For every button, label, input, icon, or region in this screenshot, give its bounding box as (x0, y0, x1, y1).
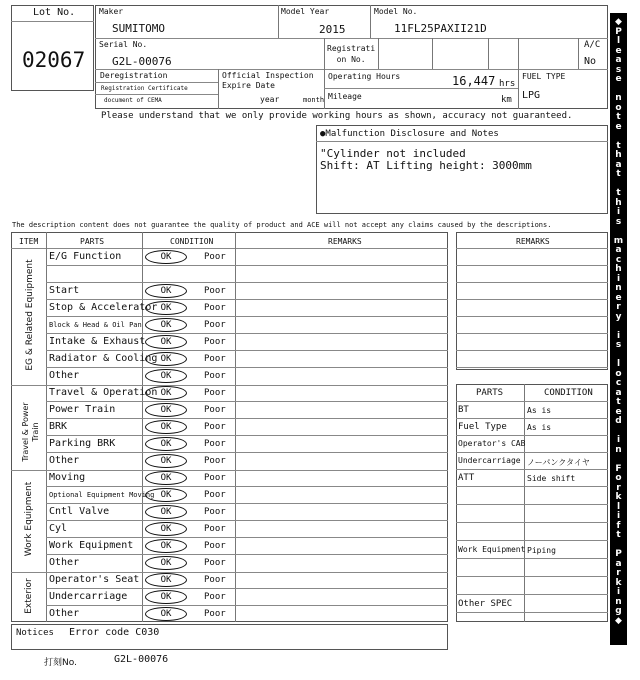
spec-part: Work Equipment (458, 545, 526, 554)
sidebar-char: i (616, 273, 621, 284)
part-label: Power Train (49, 404, 116, 415)
ok-circle: OK (145, 369, 187, 383)
poor-option: Poor (204, 473, 226, 483)
sidebar-char: s (615, 64, 622, 75)
ac-label: A/C (584, 40, 601, 50)
sidebar-char: f (616, 520, 621, 531)
ok-circle: OK (145, 522, 187, 536)
ok-circle: OK (145, 335, 187, 349)
malfunction-line1: "Cylinder not included (320, 147, 466, 160)
spec-condition: Piping (527, 546, 556, 555)
poor-option: Poor (204, 524, 226, 534)
sidebar-char: t (616, 397, 621, 407)
ok-circle: OK (145, 284, 187, 298)
spec-condition: As is (527, 423, 552, 432)
ok-circle: OK (145, 454, 187, 468)
sidebar-char: c (615, 378, 622, 388)
spec-table (456, 384, 608, 622)
sidebar-char: o (615, 368, 622, 379)
mileage-label: Mileage (328, 92, 362, 101)
sidebar-char: n (615, 444, 622, 455)
disclaimer: The description content does not guarantee the quality of product and ACE will not accept any claims caused by the descriptions. (12, 221, 552, 229)
sidebar-char: a (615, 159, 622, 170)
sidebar-char: i (616, 207, 621, 217)
sidebar-char: t (616, 530, 621, 540)
lot-label: Lot No. (33, 7, 76, 18)
group-travel: Travel & Power Train (21, 402, 40, 462)
cema-label: document of CEMA (104, 97, 162, 104)
part-label: Cntl Valve (49, 506, 110, 517)
sidebar-char: o (615, 102, 622, 113)
poor-option: Poor (204, 575, 226, 585)
group-work: Work Equipment (24, 481, 34, 557)
sidebar-char: a (615, 558, 622, 569)
ok-circle: OK (145, 301, 187, 315)
sidebar-char: e (615, 292, 622, 303)
sidebar-char: r (616, 482, 621, 493)
spec-part: Other SPEC (458, 599, 513, 609)
part-label: Block & Head & Oil Pan (49, 321, 142, 329)
sidebar-char: i (616, 435, 621, 445)
header-condition: CONDITION (170, 237, 214, 246)
sidebar-char: ◆ (615, 615, 622, 626)
year-label: year (260, 95, 280, 104)
sidebar-char: i (616, 587, 621, 597)
sidebar-char: t (616, 169, 621, 179)
sidebar-char: r (616, 302, 621, 312)
sidebar-char: c (615, 254, 622, 265)
part-label: Other (49, 608, 80, 619)
sidebar-char: h (615, 264, 622, 274)
sidebar-char: l (616, 36, 621, 46)
sidebar-char: m (613, 235, 624, 246)
sidebar-char: k (615, 577, 622, 588)
sidebar-char: o (615, 473, 622, 483)
ac-value: No (584, 56, 597, 67)
registration-cert-label: Registration Certificate (101, 85, 188, 92)
spec-part: Operator's CAB (458, 439, 526, 448)
spec-condition: As is (527, 406, 552, 415)
sidebar-char: g (615, 606, 622, 616)
poor-option: Poor (204, 541, 226, 551)
sidebar-char: a (615, 55, 622, 65)
sidebar-char: P (615, 26, 622, 37)
deregistration-label: Deregistration (100, 71, 168, 80)
ok-circle: OK (145, 403, 187, 417)
fuel-type-label: FUEL TYPE (522, 72, 566, 81)
poor-option: Poor (204, 303, 226, 313)
part-label: Intake & Exhaust (49, 336, 146, 347)
maker-value: SUMITOMO (112, 22, 165, 35)
poor-option: Poor (204, 405, 226, 415)
sidebar-char: k (615, 492, 622, 502)
spec-condition: ノーパンクタイヤ (527, 458, 590, 467)
stamp-value: G2L-00076 (114, 654, 169, 665)
model-no-value: 11FL25PAXII21D (394, 22, 487, 35)
sidebar-char: h (615, 197, 622, 208)
part-label: Other (49, 455, 80, 466)
poor-option: Poor (204, 456, 226, 466)
lot-number: 02067 (22, 48, 86, 72)
sidebar-char: h (615, 150, 622, 160)
working-hours-notice: Please understand that we only provide working hours as shown, accuracy not guaranteed. (101, 111, 573, 121)
hrs-unit: hrs (499, 79, 516, 89)
maker-label: Maker (99, 7, 124, 16)
header-parts: PARTS (80, 237, 105, 246)
spec-part: Undercarriage (458, 456, 521, 465)
part-label: Travel & Operation (49, 387, 158, 398)
ok-circle: OK (145, 539, 187, 553)
location-sidebar (610, 13, 627, 645)
spec-part: BT (458, 405, 469, 415)
ok-circle: OK (145, 471, 187, 485)
operating-hours-value: 16,447 (452, 74, 496, 88)
right-header-remarks: REMARKS (516, 237, 550, 246)
ok-circle: OK (145, 607, 187, 621)
poor-option: Poor (204, 337, 226, 347)
group-exterior: Exterior (24, 578, 34, 614)
sidebar-char: l (616, 359, 621, 369)
model-year-label: Model Year (281, 7, 330, 16)
part-label: Cyl (49, 523, 68, 534)
header-remarks: REMARKS (328, 237, 362, 246)
part-label: Other (49, 370, 80, 381)
malfunction-line2: Shift: AT Lifting height: 3000mm (320, 159, 532, 172)
registration-label: Registrati on No. (327, 44, 376, 64)
spec-header-condition: CONDITION (544, 388, 593, 398)
ok-circle: OK (145, 573, 187, 587)
poor-option: Poor (204, 592, 226, 602)
poor-option: Poor (204, 286, 226, 296)
part-label: Other (49, 557, 80, 568)
sidebar-char: n (615, 283, 622, 293)
sidebar-char: e (615, 45, 622, 56)
sidebar-char: t (616, 112, 621, 122)
spec-condition: Side shift (527, 474, 576, 483)
header-item: ITEM (19, 237, 39, 246)
fuel-type-value: LPG (522, 90, 541, 101)
part-label: Start (49, 285, 80, 296)
poor-option: Poor (204, 490, 226, 500)
sidebar-char: d (615, 416, 622, 426)
malfunction-title: ●Malfunction Disclosure and Notes (320, 129, 499, 139)
sidebar-char: a (615, 387, 622, 398)
ok-circle: OK (145, 590, 187, 604)
sidebar-char: a (615, 245, 622, 255)
poor-option: Poor (204, 439, 226, 449)
sidebar-char: t (616, 188, 621, 198)
ok-circle: OK (145, 250, 187, 264)
sidebar-char: n (615, 596, 622, 607)
serial-value: G2L-00076 (112, 55, 172, 68)
ok-circle: OK (145, 386, 187, 400)
part-label: Optional Equipment Moving (49, 491, 155, 499)
sidebar-char: e (615, 74, 622, 84)
poor-option: Poor (204, 609, 226, 619)
model-no-label: Model No. (374, 7, 418, 16)
poor-option: Poor (204, 507, 226, 517)
sidebar-char: F (615, 463, 622, 474)
sidebar-char: l (616, 501, 621, 512)
spec-part: Fuel Type (458, 422, 507, 432)
ok-circle: OK (145, 505, 187, 519)
part-label: Operator's Seat (49, 574, 140, 585)
km-unit: km (501, 95, 512, 105)
inspection-label: Official Inspection Expire Date (222, 71, 314, 90)
part-label: Stop & Accelerator (49, 302, 158, 313)
notices-label: Notices (16, 628, 54, 638)
spec-header-parts: PARTS (476, 388, 504, 398)
part-label: E/G Function (49, 251, 122, 262)
sidebar-char: P (615, 549, 622, 559)
group-eg: EG & Related Equipment (25, 259, 35, 371)
month-label: month (303, 96, 325, 104)
part-label: Work Equipment (49, 540, 134, 551)
sidebar-char: s (615, 340, 622, 350)
notices-text: Error code C030 (69, 627, 160, 638)
ok-circle: OK (145, 488, 187, 502)
ok-circle: OK (145, 420, 187, 434)
operating-hours-label: Operating Hours (328, 72, 401, 81)
part-label: Radiator & Cooling (49, 353, 158, 364)
poor-option: Poor (204, 354, 226, 364)
sidebar-char: e (615, 121, 622, 132)
part-label: Moving (49, 472, 86, 483)
poor-option: Poor (204, 371, 226, 381)
sidebar-char: t (616, 140, 621, 151)
sidebar-char: r (616, 568, 621, 578)
serial-label: Serial No. (99, 40, 148, 49)
ok-circle: OK (145, 352, 187, 366)
spec-part: ATT (458, 473, 475, 483)
poor-option: Poor (204, 320, 226, 330)
poor-option: Poor (204, 388, 226, 398)
sidebar-char: i (616, 330, 621, 341)
sidebar-char: i (616, 511, 621, 521)
sidebar-char: y (615, 311, 622, 322)
sidebar-char: e (615, 406, 622, 417)
ok-circle: OK (145, 318, 187, 332)
stamp-label: 打刻No. (44, 658, 77, 668)
sidebar-char: ◆ (615, 17, 622, 27)
poor-option: Poor (204, 558, 226, 568)
poor-option: Poor (204, 252, 226, 262)
ok-circle: OK (145, 556, 187, 570)
ok-circle: OK (145, 437, 187, 451)
sidebar-char: s (615, 216, 622, 227)
part-label: BRK (49, 421, 68, 432)
poor-option: Poor (204, 422, 226, 432)
sidebar-char: n (615, 93, 622, 103)
part-label: Parking BRK (49, 438, 116, 449)
part-label: Undercarriage (49, 591, 128, 602)
model-year-value: 2015 (319, 23, 346, 36)
